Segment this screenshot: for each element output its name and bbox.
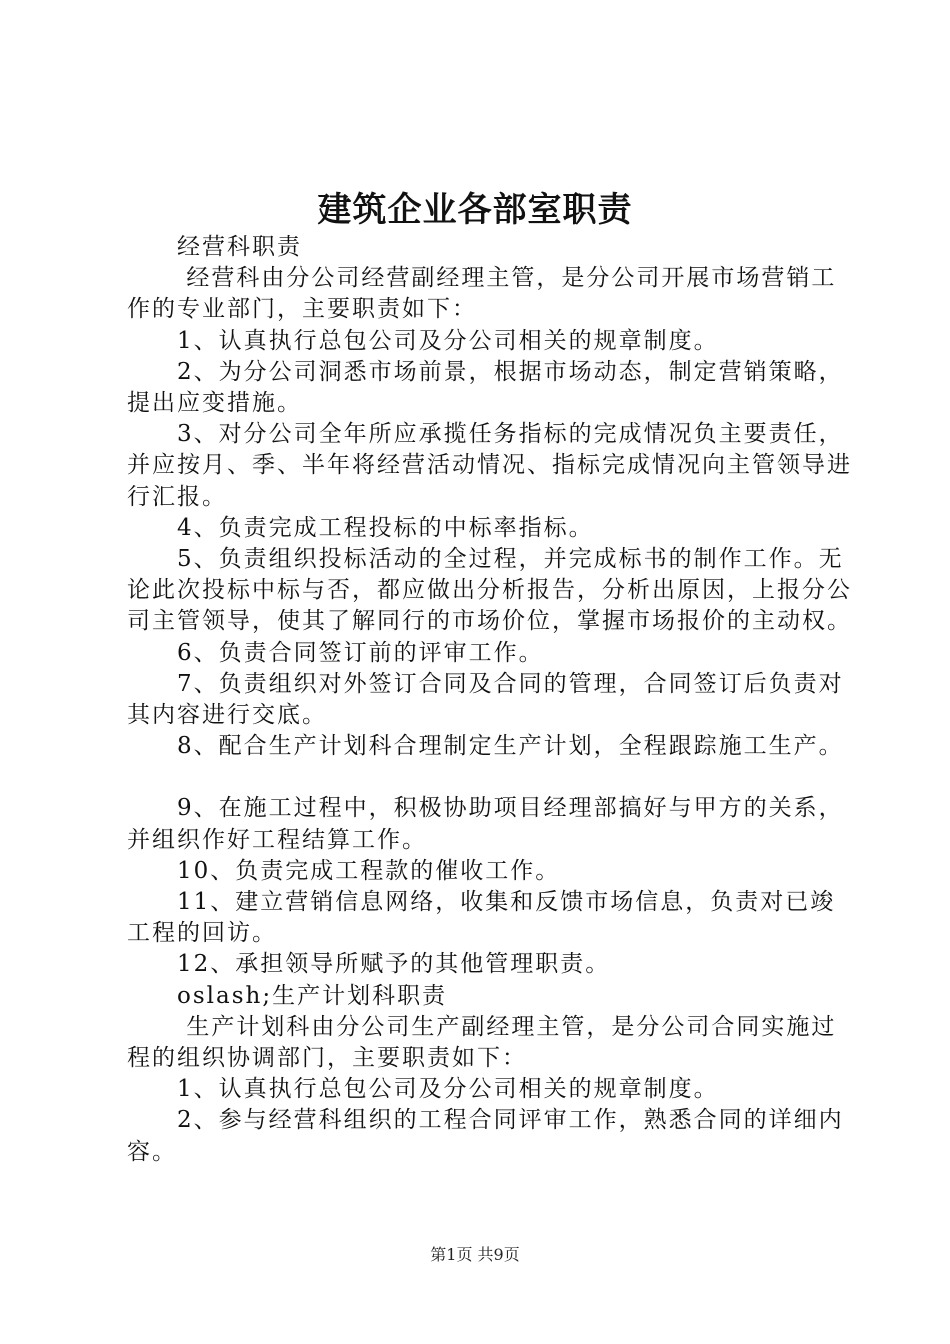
duty-item: 8、配合生产计划科合理制定生产计划，全程跟踪施工生产。: [177, 733, 844, 760]
duty-item: 3、对分公司全年所应承揽任务指标的完成情况负主要责任，并应按月、季、半年将经营活动情况、指标完成情况向主管领导进行汇报。: [127, 421, 852, 510]
section-intro-production: 生产计划科由分公司生产副经理主管，是分公司合同实施过程的组织协调部门，主要职责如下：: [127, 1013, 837, 1072]
duty-item: 2、参与经营科组织的工程合同评审工作，熟悉合同的详细内容。: [127, 1107, 844, 1165]
section-heading-production: oslash;生产计划科职责: [177, 982, 448, 1009]
section-intro-marketing: 经营科由分公司经营副经理主管，是分公司开展市场营销工作的专业部门，主要职责如下：: [127, 265, 837, 323]
duty-item: 4、负责完成工程投标的中标率指标。: [177, 514, 594, 541]
duty-item: 5、负责组织投标活动的全过程，并完成标书的制作工作。无论此次投标中标与否，都应做出分析报告，分析出原因，上报分公司主管领导，使其了解同行的市场价位，掌握市场报价的主动权。: [127, 546, 852, 635]
document-title: 建筑企业各部室职责: [317, 190, 633, 230]
duty-item: 7、负责组织对外签订合同及合同的管理，合同签订后负责对其内容进行交底。: [127, 670, 844, 729]
page-number: 第1页 共9页: [430, 1245, 520, 1264]
duty-item: 1、认真执行总包公司及分公司相关的规章制度。: [177, 1076, 719, 1103]
duty-item: 12、承担领导所赋予的其他管理职责。: [177, 951, 611, 978]
duty-item: 1、认真执行总包公司及分公司相关的规章制度。: [177, 327, 719, 354]
duty-item: 10、负责完成工程款的催收工作。: [177, 857, 561, 884]
duty-item: 6、负责合同签订前的评审工作。: [177, 639, 544, 666]
duty-item: 2、为分公司洞悉市场前景，根据市场动态，制定营销策略，提出应变措施。: [127, 358, 844, 417]
duty-item: 9、在施工过程中，积极协助项目经理部搞好与甲方的关系，并组织作好工程结算工作。: [127, 795, 844, 853]
section-heading-marketing: 经营科职责: [177, 234, 302, 260]
document-body: [127, 232, 852, 1168]
duty-item: 11、建立营销信息网络，收集和反馈市场信息，负责对已竣工程的回访。: [127, 889, 836, 947]
